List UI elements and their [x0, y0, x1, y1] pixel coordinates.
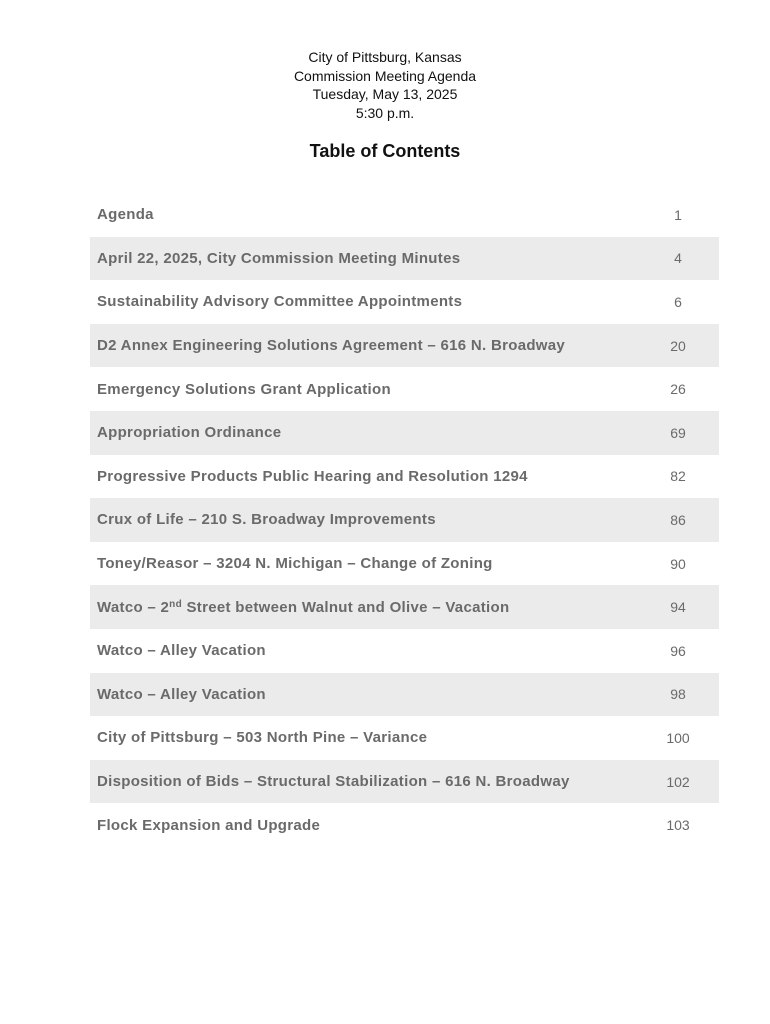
toc-page-number: 69 — [670, 424, 686, 441]
document-header — [0, 48, 770, 122]
toc-row[interactable] — [90, 237, 719, 281]
table-of-contents — [90, 193, 719, 847]
toc-item-label — [90, 599, 509, 616]
toc-page-number: 90 — [670, 555, 686, 572]
toc-item-label: Watco – Alley Vacation — [97, 642, 266, 660]
toc-item-label: Toney/Reasor – 3204 N. Michigan – Change of Zoning — [97, 555, 493, 573]
toc-row[interactable] — [90, 542, 719, 586]
toc-page-number: 102 — [666, 773, 690, 790]
toc-row[interactable] — [90, 585, 719, 629]
toc-item-label: Progressive Products Public Hearing and Resolution 1294 — [97, 467, 528, 485]
toc-row[interactable] — [90, 716, 719, 760]
toc-page-number: 86 — [670, 511, 686, 528]
toc-row[interactable] — [90, 193, 719, 237]
toc-item-label: Sustainability Advisory Committee Appointments — [97, 293, 463, 311]
toc-row[interactable] — [90, 367, 719, 411]
toc-row[interactable] — [90, 455, 719, 499]
toc-item-label: Agenda — [97, 206, 154, 224]
toc-page-number: 1 — [674, 206, 682, 223]
toc-row[interactable] — [90, 673, 719, 717]
toc-item-label: D2 Annex Engineering Solutions Agreement – 616 N. Broadway — [97, 337, 566, 355]
toc-item-label: Emergency Solutions Grant Application — [97, 380, 391, 398]
toc-row[interactable] — [90, 629, 719, 673]
header-time: 5:30 p.m. — [355, 104, 415, 121]
toc-page-number: 100 — [666, 729, 690, 746]
toc-page-number: 20 — [670, 337, 686, 354]
toc-item-label: Flock Expansion and Upgrade — [97, 816, 321, 834]
toc-page-number: 103 — [666, 817, 690, 834]
toc-title: Table of Contents — [309, 141, 461, 161]
toc-page-number: 98 — [670, 686, 686, 703]
toc-page-number: 94 — [670, 599, 686, 616]
toc-page-number: 4 — [674, 250, 682, 267]
toc-page-number: 82 — [670, 468, 686, 485]
toc-item-label-post: Street between Walnut and Olive – Vacation — [182, 598, 510, 616]
toc-page-number: 96 — [670, 642, 686, 659]
toc-item-label: Appropriation Ordinance — [97, 424, 282, 442]
toc-row[interactable] — [90, 324, 719, 368]
toc-row[interactable] — [90, 498, 719, 542]
toc-item-label: Crux of Life – 210 S. Broadway Improvements — [97, 511, 436, 529]
toc-item-label-pre: Watco – 2 — [97, 598, 170, 616]
toc-item-label: Disposition of Bids – Structural Stabilization – 616 N. Broadway — [97, 773, 570, 791]
toc-row[interactable] — [90, 411, 719, 455]
toc-item-label: City of Pittsburg – 503 North Pine – Variance — [97, 729, 428, 747]
toc-item-label: Watco – Alley Vacation — [97, 685, 266, 703]
ordinal-suffix: nd — [169, 598, 182, 610]
header-date: Tuesday, May 13, 2025 — [312, 86, 458, 102]
header-city: City of Pittsburg, Kansas — [308, 49, 462, 65]
toc-row[interactable] — [90, 760, 719, 804]
toc-item-label: April 22, 2025, City Commission Meeting Minutes — [97, 249, 461, 267]
header-meeting: Commission Meeting Agenda — [293, 67, 477, 84]
toc-row[interactable] — [90, 280, 719, 324]
toc-row[interactable] — [90, 803, 719, 847]
toc-page-number: 6 — [674, 293, 682, 310]
toc-page-number: 26 — [670, 381, 686, 398]
